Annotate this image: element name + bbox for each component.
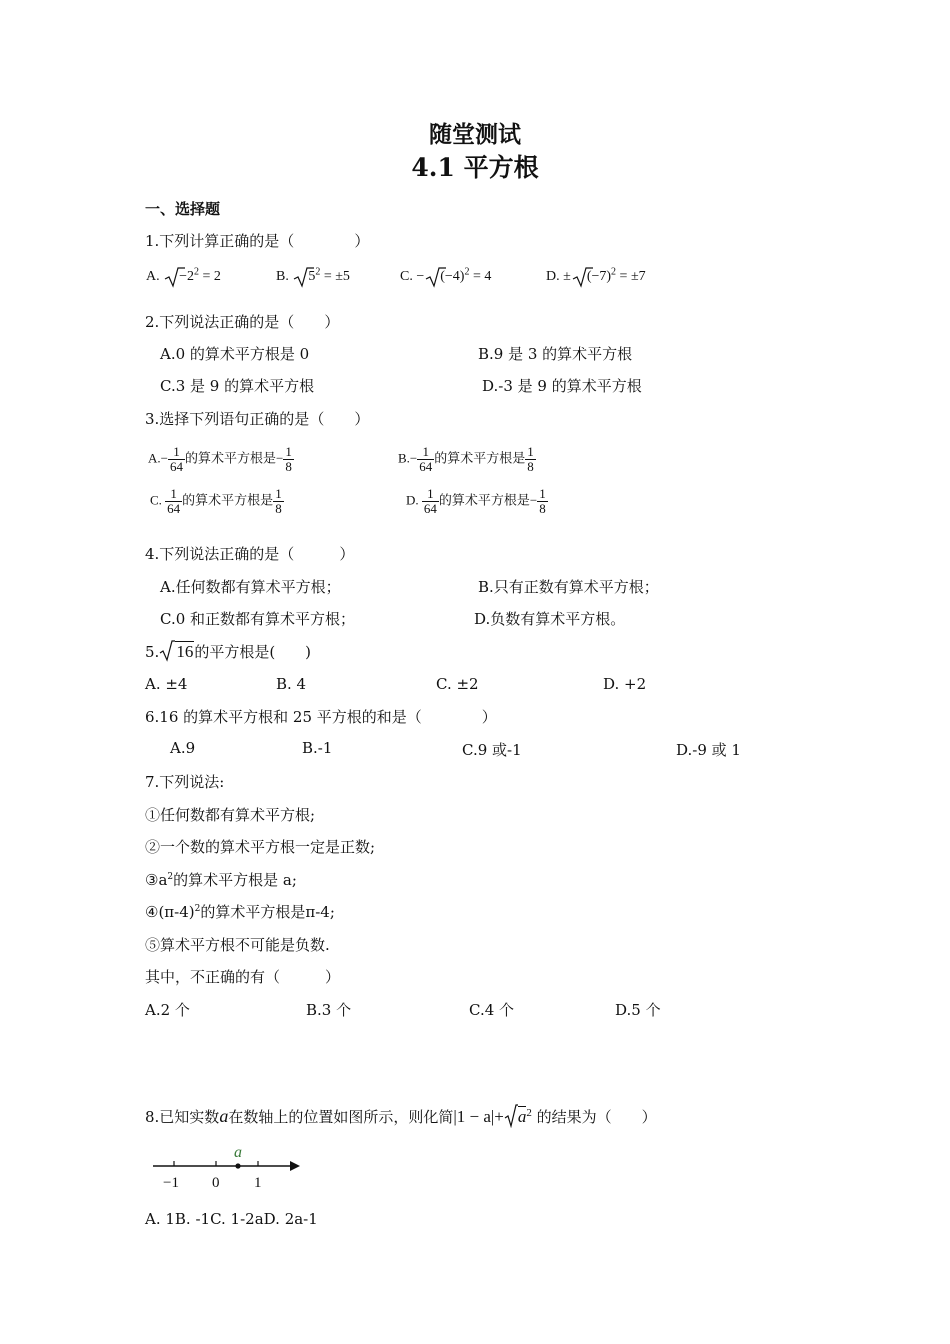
q6-option-c: C.9 或-1 [462, 741, 522, 759]
q2-option-a: A.0 的算术平方根是 0 [160, 345, 310, 363]
q4-option-c: C.0 和正数都有算术平方根； [160, 610, 356, 628]
q1-option-a: A. $-2^2 = 2$ [146, 266, 221, 288]
q4-option-d: D.负数有算术平方根。 [474, 610, 626, 628]
q7-option-b: B.3 个 [306, 1001, 352, 1019]
radical-sign-icon [159, 640, 175, 662]
q2-option-c: C.3 是 9 的算术平方根 [160, 377, 315, 395]
q8-stem: 8.已知实数a在数轴上的位置如图所示，则化简$|1 - a|+ a^2$ 的结果为（ ） [145, 1106, 657, 1126]
point-a-label: a [234, 1144, 242, 1161]
q1-option-c: C. − $(-4)^2 = 4$ [400, 266, 491, 288]
q1-option-b: B. $5^2 = \pm 5$ [276, 266, 350, 288]
q1-option-d: D. ± $(-7)^2 = \pm 7$ [546, 266, 646, 288]
q2-option-d: D.-3 是 9 的算术平方根 [482, 377, 642, 395]
q8-options: A. 1B. -1C. 1-2aD. 2a-1 [145, 1210, 318, 1228]
arrow-head-icon [290, 1161, 300, 1171]
q5-option-a: A. ±4 [145, 675, 188, 693]
q3-option-b: B.− $\frac{1}{64}$ 的算术平方根是 $\frac{1}{8}$ [398, 444, 534, 474]
q3-option-c: C. $\frac{1}{64}$ 的算术平方根是 $\frac{1}{8}$ [150, 486, 282, 516]
number-line-figure [150, 1140, 310, 1194]
page-subtitle: 4.1 平方根 [411, 153, 539, 182]
point-a-marker [235, 1163, 240, 1168]
q7-question: 其中，不正确的有（ ） [145, 968, 341, 986]
q2-stem: 2.下列说法正确的是（ ） [145, 313, 340, 331]
tick-label-1: 1 [254, 1175, 262, 1191]
q7-stem: 7.下列说法: [145, 773, 225, 791]
q7-option-a: A.2 个 [145, 1001, 190, 1019]
q1-stem: 1.下列计算正确的是（ ） [145, 232, 370, 250]
q6-option-a: A.9 [170, 739, 196, 757]
q7-statement-5: ⑤算术平方根不可能是负数. [145, 936, 330, 954]
q5-option-d: D. +2 [603, 675, 647, 693]
tick-label-neg1: −1 [163, 1175, 179, 1191]
q7-statement-2: ②一个数的算术平方根一定是正数; [145, 838, 376, 856]
section-heading: 一、选择题 [145, 200, 221, 218]
q3-stem: 3.选择下列语句正确的是（ ） [145, 410, 370, 428]
q3-option-d: D. $\frac{1}{64}$ 的算术平方根是− $\frac{1}{8}$ [406, 486, 546, 516]
q6-option-d: D.-9 或 1 [676, 741, 741, 759]
q3-option-a: A.− $\frac{1}{64}$ 的算术平方根是− $\frac{1}{8}$ [148, 444, 292, 474]
q4-option-a: A.任何数都有算术平方根； [160, 578, 341, 596]
tick-label-0: 0 [212, 1175, 220, 1191]
q5-stem: 5. 16的平方根是( ) [145, 642, 312, 661]
q7-statement-4: $④(\pi-4)^2$的算术平方根是π-4; [145, 903, 335, 921]
q4-option-b: B.只有正数有算术平方根； [478, 578, 659, 596]
q7-option-d: D.5 个 [615, 1001, 661, 1019]
q7-statement-1: ①任何数都有算术平方根; [145, 806, 316, 824]
radical-sign-icon [504, 1104, 518, 1128]
q6-option-b: B.-1 [302, 739, 333, 757]
q2-option-b: B.9 是 3 的算术平方根 [478, 345, 633, 363]
q6-stem: 6.16 的算术平方根和 25 平方根的和是（ ） [145, 708, 497, 726]
q7-option-c: C.4 个 [469, 1001, 515, 1019]
q5-option-b: B. 4 [276, 675, 307, 693]
page-title: 随堂测试 [429, 121, 521, 148]
q4-stem: 4.下列说法正确的是（ ） [145, 545, 355, 563]
q7-statement-3: $③a^2$的算术平方根是 a; [145, 871, 297, 889]
q5-option-c: C. ±2 [436, 675, 479, 693]
